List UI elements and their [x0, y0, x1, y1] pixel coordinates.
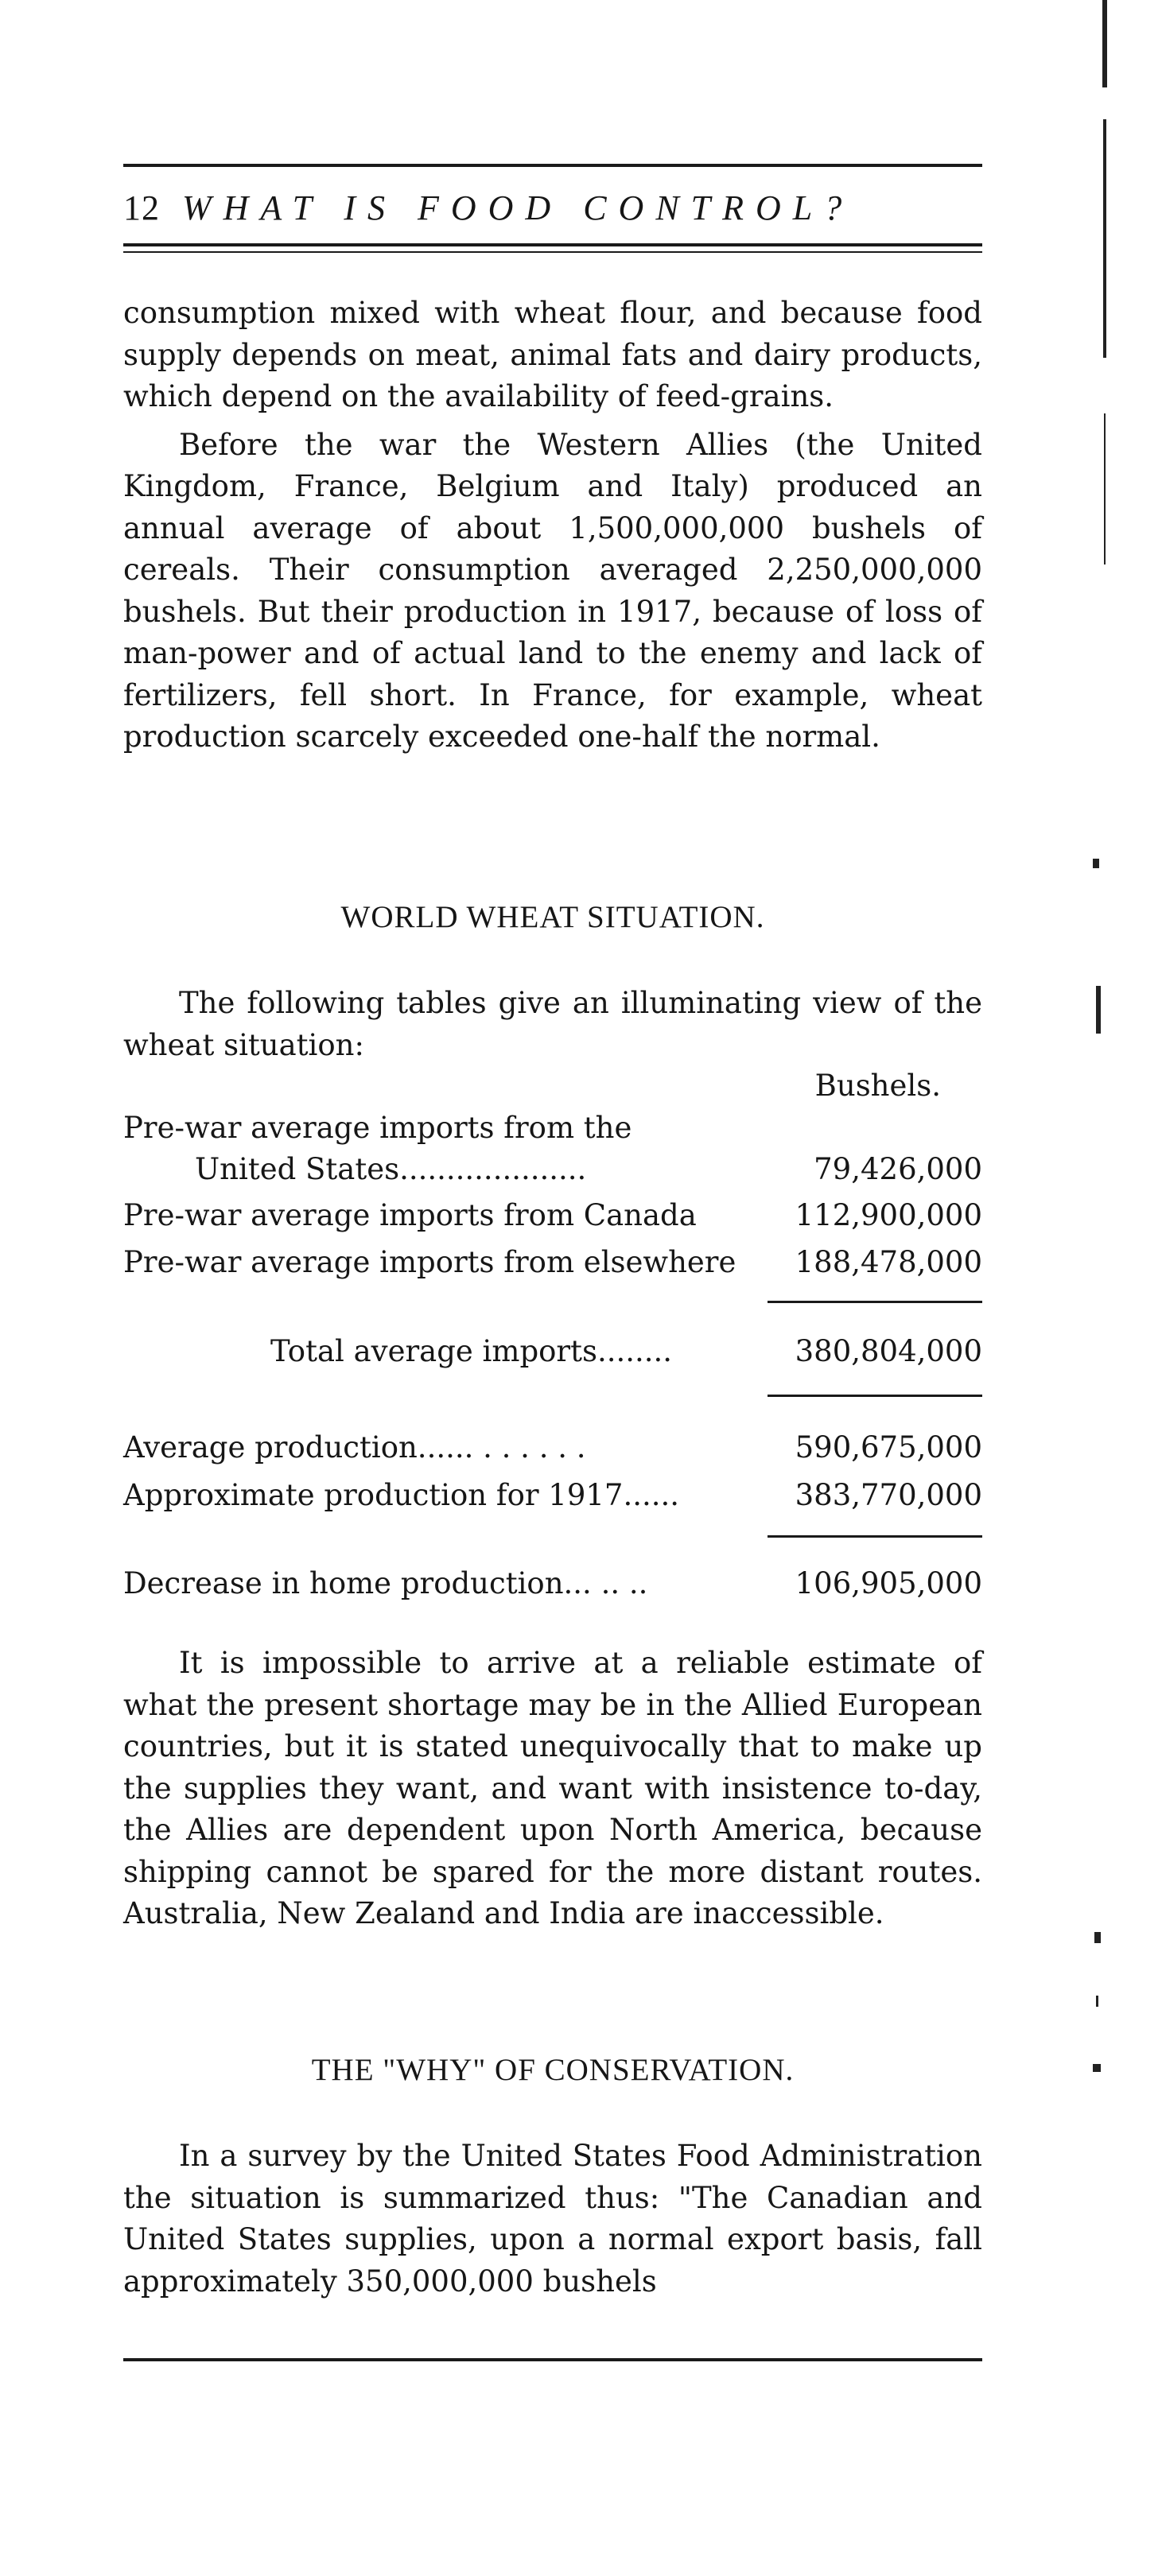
header-bottom-rule [123, 243, 982, 246]
wheat-table [123, 1065, 982, 1606]
paragraph: consumption mixed with wheat flour, and because food supply depends on meat, animal fats and dairy products, which depend on the availability of feed-grains. [123, 296, 982, 413]
running-head [123, 188, 982, 229]
table-row-total [123, 1331, 982, 1372]
table-row [123, 1475, 982, 1516]
sum-rule [768, 1395, 982, 1397]
row-value: 112,900,000 [795, 1198, 982, 1232]
scan-mark [1093, 2064, 1101, 2072]
paragraph: The following tables give an illuminating view of the wheat situation: [123, 986, 982, 1062]
row-label: Decrease in home production... .. .. [123, 1566, 648, 1600]
text-block-4 [123, 2136, 982, 2302]
scan-mark [1096, 986, 1101, 1034]
row-value: 383,770,000 [795, 1478, 982, 1512]
scan-mark [1093, 859, 1099, 868]
scan-mark [1096, 1996, 1098, 2007]
row-label: Pre-war average imports from elsewhere [123, 1245, 736, 1279]
row-label: Average production...... . . . . . . [123, 1430, 586, 1465]
table-row-difference [123, 1563, 982, 1604]
header-top-rule [123, 164, 982, 167]
table-row [123, 1108, 982, 1149]
row-label: Total average imports........ [270, 1334, 673, 1368]
table-row [123, 1242, 982, 1283]
row-value: 106,905,000 [795, 1566, 982, 1600]
table-row [123, 1195, 982, 1236]
scan-mark [1094, 1932, 1101, 1943]
text-block-1 [123, 293, 982, 758]
row-label: Pre-war average imports from Canada [123, 1198, 697, 1232]
section-heading: THE "WHY" OF CONSERVATION. [311, 2053, 795, 2087]
row-value: 79,426,000 [814, 1152, 982, 1186]
footer-rule [123, 2358, 982, 2361]
scan-edge-line-top [1102, 0, 1107, 87]
paragraph: In a survey by the United States Food Administration the situation is summarized thus: "The Canadian and United States supplies, upon a normal export basis, fall approximately 350,000,000 bushels [123, 2139, 982, 2299]
table-row [123, 1149, 982, 1190]
row-label: United States.................... [195, 1152, 587, 1186]
paragraph: It is impossible to arrive at a reliable estimate of what the present shortage may be in the Allied European countries, but it is stated unequivocally that to make up the supplies they want, and want with insistence to-day, the Allies are dependent upon North America, because shipping cannot be spared for the more distant routes. Australia, New Zealand and India are inaccessible. [123, 1646, 982, 1930]
sum-rule [768, 1301, 982, 1303]
row-value: 590,675,000 [795, 1430, 982, 1465]
row-value: 380,804,000 [795, 1334, 982, 1368]
paragraph: Before the war the Western Allies (the United Kingdom, France, Belgium and Italy) produced an annual average of about 1,500,000,000 bushels of cereals. Their consumption averaged 2,250,000,000 bushels. But their production in 1917, because of loss of man-power and of actual land to the enemy and lack of fertilizers, fell short. In France, for example, wheat production scarcely exceeded one-half the normal. [123, 427, 982, 754]
text-block-3 [123, 1643, 982, 1935]
page-number: 12 [123, 188, 160, 227]
row-label: Pre-war average imports from the [123, 1111, 632, 1145]
scan-edge-line-mid [1103, 119, 1106, 358]
difference-rule [768, 1535, 982, 1538]
table-row [123, 1427, 982, 1468]
header-bottom-rule-thin [123, 251, 982, 253]
scan-edge-line-low [1104, 413, 1106, 564]
row-value: 188,478,000 [795, 1245, 982, 1279]
running-title: WHAT IS FOOD CONTROL? [182, 188, 854, 227]
row-label: Approximate production for 1917...... [123, 1478, 680, 1512]
unit-header: Bushels. [814, 1069, 941, 1103]
section-heading: WORLD WHEAT SITUATION. [340, 900, 765, 934]
text-block-2 [123, 983, 982, 1066]
table-header-row [123, 1065, 982, 1107]
